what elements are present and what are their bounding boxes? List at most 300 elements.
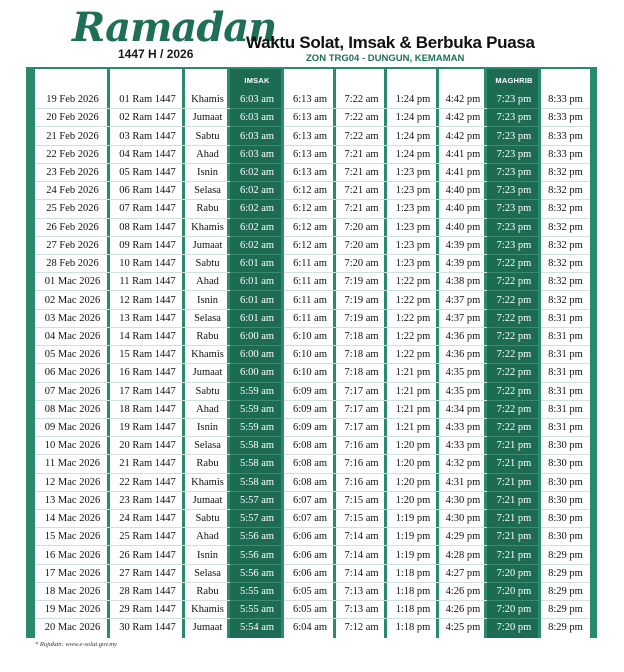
cell-isyak: 8:31 pm [541,346,590,364]
column-header-asar: ASAR [451,75,475,85]
table-row [35,418,590,436]
column-header-hijri: TARIKH HIJRI [121,75,174,85]
cell-imsak: 6:03 am [230,145,284,163]
cell-hijri: 04 Ram 1447 [110,145,185,163]
cell-miladi: 26 Feb 2026 [35,218,110,236]
cell-subuh: 6:06 am [284,546,336,564]
table-row [35,236,590,254]
cell-miladi: 06 Mac 2026 [35,364,110,382]
cell-hari: Isnin [185,163,230,181]
cell-asar: 4:39 pm [439,254,487,272]
column-header-zohor: ZOHOR [398,75,428,85]
cell-imsak: 6:01 am [230,254,284,272]
cell-miladi: 15 Mac 2026 [35,528,110,546]
cell-isyak: 8:29 pm [541,601,590,619]
cell-hijri: 19 Ram 1447 [110,418,185,436]
cell-imsak: 5:58 am [230,473,284,491]
cell-zohor: 1:23 pm [387,200,439,218]
cell-syuruk: 7:22 am [336,109,387,127]
cell-hijri: 18 Ram 1447 [110,400,185,418]
cell-hari: Khamis [185,473,230,491]
cell-subuh: 6:09 am [284,400,336,418]
cell-hari: Khamis [185,218,230,236]
cell-syuruk: 7:13 am [336,601,387,619]
cell-isyak: 8:33 pm [541,145,590,163]
cell-asar: 4:31 pm [439,473,487,491]
cell-asar: 4:35 pm [439,382,487,400]
cell-imsak: 5:57 am [230,510,284,528]
cell-syuruk: 7:16 am [336,473,387,491]
cell-hijri: 29 Ram 1447 [110,601,185,619]
cell-imsak: 5:59 am [230,418,284,436]
cell-hari: Isnin [185,291,230,309]
cell-miladi: 07 Mac 2026 [35,382,110,400]
cell-hijri: 15 Ram 1447 [110,346,185,364]
cell-hari: Jumaat [192,622,223,634]
cell-syuruk: 7:19 am [336,273,387,291]
table-row [35,200,590,218]
cell-maghrib: 7:22 pm [487,273,541,291]
cell-maghrib: 7:22 pm [487,327,541,345]
cell-asar: 4:36 pm [439,327,487,345]
cell-asar: 4:40 pm [439,218,487,236]
cell-asar: 4:41 pm [439,163,487,181]
cell-imsak: 6:03 am [230,109,284,127]
table-row [35,619,590,637]
cell-hijri: 08 Ram 1447 [110,218,185,236]
cell-hari: Jumaat [185,491,230,509]
cell-hari: Ahad [185,273,230,291]
cell-syuruk: 7:15 am [336,510,387,528]
cell-maghrib: 7:23 pm [487,236,541,254]
cell-maghrib: 7:22 pm [487,309,541,327]
cell-zohor: 1:21 pm [387,400,439,418]
cell-imsak: 6:02 am [230,163,284,181]
cell-hari: Rabu [185,455,230,473]
cell-syuruk: 7:16 am [336,455,387,473]
column-header-syuruk: SYURUK [345,75,378,85]
cell-maghrib: 7:23 pm [487,218,541,236]
cell-maghrib: 7:21 pm [487,546,541,564]
table-row [35,437,590,455]
cell-imsak: 5:58 am [230,455,284,473]
cell-isyak: 8:32 pm [541,182,590,200]
cell-isyak: 8:30 pm [541,528,590,546]
cell-zohor: 1:23 pm [387,254,439,272]
cell-hari: Isnin [185,546,230,564]
cell-subuh: 6:11 am [284,273,336,291]
cell-zohor: 1:22 pm [387,291,439,309]
cell-asar: 4:37 pm [439,309,487,327]
cell-asar: 4:37 pm [439,291,487,309]
cell-isyak: 8:32 pm [541,273,590,291]
cell-imsak: 5:54 am [239,622,275,634]
cell-imsak: 6:00 am [230,327,284,345]
cell-hari: Selasa [185,309,230,327]
header [0,0,624,66]
cell-zohor: 1:21 pm [387,418,439,436]
cell-hari: Ahad [185,145,230,163]
cell-hijri: 12 Ram 1447 [110,291,185,309]
table-row [35,546,590,564]
cell-miladi: 09 Mac 2026 [35,418,110,436]
cell-subuh: 6:07 am [284,510,336,528]
cell-maghrib: 7:23 pm [487,91,541,109]
cell-miladi: 23 Feb 2026 [35,163,110,181]
cell-maghrib: 7:21 pm [487,510,541,528]
cell-zohor: 1:18 pm [387,564,439,582]
cell-zohor: 1:18 pm [395,622,431,634]
cell-syuruk: 7:21 am [336,145,387,163]
hijri-year: 1447 H / 2026 [118,47,194,61]
cell-zohor: 1:19 pm [387,510,439,528]
cell-miladi: 28 Feb 2026 [35,254,110,272]
cell-isyak: 8:31 pm [541,327,590,345]
cell-isyak: 8:29 pm [541,582,590,600]
cell-isyak: 8:31 pm [541,364,590,382]
table-row [35,309,590,327]
cell-maghrib: 7:23 pm [487,182,541,200]
cell-miladi: 08 Mac 2026 [35,400,110,418]
cell-maghrib: 7:22 pm [487,400,541,418]
cell-maghrib: 7:20 pm [487,564,541,582]
cell-hari: Selasa [185,182,230,200]
cell-subuh: 6:10 am [284,327,336,345]
cell-zohor: 1:21 pm [387,382,439,400]
cell-miladi: 12 Mac 2026 [35,473,110,491]
cell-subuh: 6:08 am [284,473,336,491]
cell-syuruk: 7:21 am [336,163,387,181]
cell-isyak: 8:31 pm [541,382,590,400]
cell-imsak: 6:02 am [230,182,284,200]
cell-miladi: 19 Mac 2026 [35,601,110,619]
table-row [35,582,590,600]
cell-miladi: 02 Mac 2026 [35,291,110,309]
cell-zohor: 1:20 pm [387,491,439,509]
cell-hijri: 03 Ram 1447 [110,127,185,145]
cell-asar: 4:25 pm [445,622,481,634]
cell-subuh: 6:12 am [284,200,336,218]
cell-asar: 4:27 pm [439,564,487,582]
cell-syuruk: 7:12 am [344,622,379,634]
cell-hari: Ahad [185,528,230,546]
ramadan-logo: Ramadan [72,4,277,51]
cell-hijri: 17 Ram 1447 [110,382,185,400]
cell-hijri: 16 Ram 1447 [110,364,185,382]
cell-hijri: 06 Ram 1447 [110,182,185,200]
cell-asar: 4:26 pm [439,601,487,619]
cell-miladi: 22 Feb 2026 [35,145,110,163]
cell-hari: Sabtu [185,127,230,145]
cell-isyak: 8:30 pm [541,455,590,473]
cell-miladi: 21 Feb 2026 [35,127,110,145]
cell-zohor: 1:24 pm [387,91,439,109]
cell-asar: 4:38 pm [439,273,487,291]
cell-hijri: 21 Ram 1447 [110,455,185,473]
cell-maghrib: 7:20 pm [487,601,541,619]
cell-miladi: 05 Mac 2026 [35,346,110,364]
cell-isyak: 8:33 pm [541,91,590,109]
cell-subuh: 6:11 am [284,254,336,272]
cell-syuruk: 7:19 am [336,309,387,327]
cell-zohor: 1:18 pm [387,601,439,619]
cell-subuh: 6:09 am [284,418,336,436]
cell-subuh: 6:10 am [284,364,336,382]
table-row [35,163,590,181]
cell-asar: 4:35 pm [439,364,487,382]
cell-isyak: 8:29 pm [548,622,583,634]
cell-zohor: 1:23 pm [387,163,439,181]
cell-hari: Isnin [185,418,230,436]
cell-imsak: 5:55 am [230,601,284,619]
cell-hijri: 14 Ram 1447 [110,327,185,345]
cell-hari: Ahad [185,400,230,418]
cell-asar: 4:29 pm [439,528,487,546]
cell-syuruk: 7:21 am [336,200,387,218]
cell-hijri: 11 Ram 1447 [110,273,185,291]
cell-isyak: 8:33 pm [541,127,590,145]
cell-hari: Sabtu [185,510,230,528]
cell-isyak: 8:30 pm [541,437,590,455]
cell-asar: 4:40 pm [439,182,487,200]
cell-miladi: 13 Mac 2026 [35,491,110,509]
cell-asar: 4:33 pm [439,437,487,455]
cell-subuh: 6:12 am [284,182,336,200]
column-header-maghrib: MAGHRIB [495,75,533,85]
cell-hijri: 26 Ram 1447 [110,546,185,564]
cell-isyak: 8:32 pm [541,163,590,181]
cell-hari: Rabu [185,327,230,345]
cell-hari: Khamis [185,346,230,364]
cell-subuh: 6:11 am [284,291,336,309]
cell-syuruk: 7:14 am [336,546,387,564]
cell-hijri: 28 Ram 1447 [110,582,185,600]
column-header-hari: HARI [197,75,218,85]
cell-zohor: 1:20 pm [387,455,439,473]
cell-hari: Sabtu [185,382,230,400]
cell-subuh: 6:13 am [284,91,336,109]
cell-zohor: 1:19 pm [387,528,439,546]
cell-maghrib: 7:21 pm [487,473,541,491]
table-row [35,473,590,491]
column-header-imsak: IMSAK [244,75,270,85]
cell-zohor: 1:22 pm [387,346,439,364]
table-row [35,291,590,309]
timetable [35,69,590,638]
cell-isyak: 8:32 pm [541,254,590,272]
header-row [35,69,590,91]
cell-imsak: 6:01 am [230,273,284,291]
column-header-subuh: SUBUH [296,75,324,85]
cell-isyak: 8:30 pm [541,473,590,491]
cell-imsak: 5:55 am [230,582,284,600]
cell-maghrib: 7:21 pm [487,491,541,509]
cell-syuruk: 7:17 am [336,418,387,436]
cell-subuh: 6:12 am [284,236,336,254]
table-row [35,364,590,382]
cell-asar: 4:26 pm [439,582,487,600]
cell-hari: Selasa [185,564,230,582]
table-row [35,346,590,364]
cell-imsak: 5:56 am [230,546,284,564]
cell-asar: 4:36 pm [439,346,487,364]
table-row [35,145,590,163]
cell-zohor: 1:23 pm [387,236,439,254]
cell-syuruk: 7:19 am [336,291,387,309]
cell-syuruk: 7:17 am [336,382,387,400]
cell-imsak: 5:58 am [230,437,284,455]
cell-maghrib: 7:21 pm [487,528,541,546]
cell-asar: 4:30 pm [439,510,487,528]
cell-hijri: 23 Ram 1447 [110,491,185,509]
cell-maghrib: 7:22 pm [487,254,541,272]
cell-zohor: 1:22 pm [387,327,439,345]
cell-subuh: 6:13 am [284,109,336,127]
cell-hijri: 01 Ram 1447 [110,91,185,109]
cell-hijri: 05 Ram 1447 [110,163,185,181]
cell-hari: Rabu [185,582,230,600]
column-header-isyak: ISYAK [553,75,578,85]
table-row [35,491,590,509]
cell-syuruk: 7:14 am [336,564,387,582]
cell-imsak: 5:59 am [230,400,284,418]
cell-isyak: 8:32 pm [541,200,590,218]
cell-maghrib: 7:23 pm [487,127,541,145]
table-row [35,528,590,546]
cell-hijri: 30 Ram 1447 [119,622,176,634]
cell-subuh: 6:08 am [284,437,336,455]
zone-subtitle: ZON TRG04 - DUNGUN, KEMAMAN [306,53,465,64]
cell-zohor: 1:24 pm [387,127,439,145]
cell-hijri: 13 Ram 1447 [110,309,185,327]
cell-miladi: 17 Mac 2026 [35,564,110,582]
cell-asar: 4:42 pm [439,91,487,109]
cell-hari: Jumaat [185,236,230,254]
cell-syuruk: 7:13 am [336,582,387,600]
prayer-times-table [35,69,590,637]
cell-syuruk: 7:22 am [336,127,387,145]
cell-maghrib: 7:23 pm [487,200,541,218]
cell-subuh: 6:12 am [284,218,336,236]
cell-subuh: 6:05 am [284,601,336,619]
cell-isyak: 8:31 pm [541,418,590,436]
cell-hijri: 10 Ram 1447 [110,254,185,272]
cell-asar: 4:30 pm [439,491,487,509]
cell-asar: 4:28 pm [439,546,487,564]
cell-hari: Selasa [185,437,230,455]
table-row [35,109,590,127]
cell-isyak: 8:30 pm [541,510,590,528]
cell-miladi: 20 Feb 2026 [35,109,110,127]
cell-miladi: 19 Feb 2026 [35,91,110,109]
cell-imsak: 5:56 am [230,528,284,546]
table-row [35,182,590,200]
cell-syuruk: 7:20 am [336,218,387,236]
cell-isyak: 8:31 pm [541,309,590,327]
cell-subuh: 6:08 am [284,455,336,473]
cell-subuh: 6:06 am [284,564,336,582]
cell-miladi: 27 Feb 2026 [35,236,110,254]
cell-miladi: 25 Feb 2026 [35,200,110,218]
page-title: Waktu Solat, Imsak & Berbuka Puasa [246,33,535,52]
table-row [35,564,590,582]
cell-hari: Khamis [185,601,230,619]
cell-subuh: 6:13 am [284,127,336,145]
cell-miladi: 20 Mac 2026 [44,622,101,634]
cell-isyak: 8:29 pm [541,546,590,564]
cell-maghrib: 7:22 pm [487,364,541,382]
cell-hari: Sabtu [185,254,230,272]
cell-hijri: 09 Ram 1447 [110,236,185,254]
cell-imsak: 5:56 am [230,564,284,582]
cell-subuh: 6:06 am [284,528,336,546]
cell-asar: 4:32 pm [439,455,487,473]
cell-asar: 4:34 pm [439,400,487,418]
table-row [35,601,590,619]
cell-zohor: 1:22 pm [387,273,439,291]
cell-hijri: 07 Ram 1447 [110,200,185,218]
table-row [35,254,590,272]
cell-maghrib: 7:22 pm [487,346,541,364]
cell-hijri: 25 Ram 1447 [110,528,185,546]
cell-syuruk: 7:22 am [336,91,387,109]
cell-zohor: 1:23 pm [387,218,439,236]
cell-miladi: 01 Mac 2026 [35,273,110,291]
cell-imsak: 6:03 am [230,91,284,109]
column-header-miladi: TARIKH MILADI [43,75,102,85]
cell-imsak: 6:01 am [230,309,284,327]
cell-hijri: 22 Ram 1447 [110,473,185,491]
cell-miladi: 10 Mac 2026 [35,437,110,455]
cell-imsak: 6:03 am [230,127,284,145]
cell-maghrib: 7:22 pm [487,418,541,436]
cell-imsak: 5:59 am [230,382,284,400]
cell-miladi: 03 Mac 2026 [35,309,110,327]
cell-imsak: 6:02 am [230,218,284,236]
cell-imsak: 6:00 am [230,346,284,364]
cell-miladi: 14 Mac 2026 [35,510,110,528]
cell-asar: 4:39 pm [439,236,487,254]
cell-asar: 4:41 pm [439,145,487,163]
cell-syuruk: 7:18 am [336,364,387,382]
table-row [35,273,590,291]
cell-maghrib: 7:22 pm [487,291,541,309]
cell-zohor: 1:20 pm [387,473,439,491]
cell-syuruk: 7:18 am [336,327,387,345]
cell-zohor: 1:18 pm [387,582,439,600]
cell-asar: 4:42 pm [439,109,487,127]
cell-imsak: 6:02 am [230,236,284,254]
cell-zohor: 1:22 pm [387,309,439,327]
cell-zohor: 1:23 pm [387,182,439,200]
cell-subuh: 6:07 am [284,491,336,509]
cell-syuruk: 7:17 am [336,400,387,418]
table-row [35,327,590,345]
cell-miladi: 11 Mac 2026 [35,455,110,473]
table-row [35,455,590,473]
cell-hari: Khamis [185,91,230,109]
cell-hari: Rabu [185,200,230,218]
cell-syuruk: 7:20 am [336,236,387,254]
cell-subuh: 6:13 am [284,145,336,163]
cell-hijri: 27 Ram 1447 [110,564,185,582]
cell-isyak: 8:31 pm [541,400,590,418]
cell-asar: 4:42 pm [439,127,487,145]
cell-zohor: 1:24 pm [387,109,439,127]
cell-isyak: 8:33 pm [541,109,590,127]
cell-maghrib: 7:21 pm [487,437,541,455]
cell-maghrib: 7:23 pm [487,163,541,181]
